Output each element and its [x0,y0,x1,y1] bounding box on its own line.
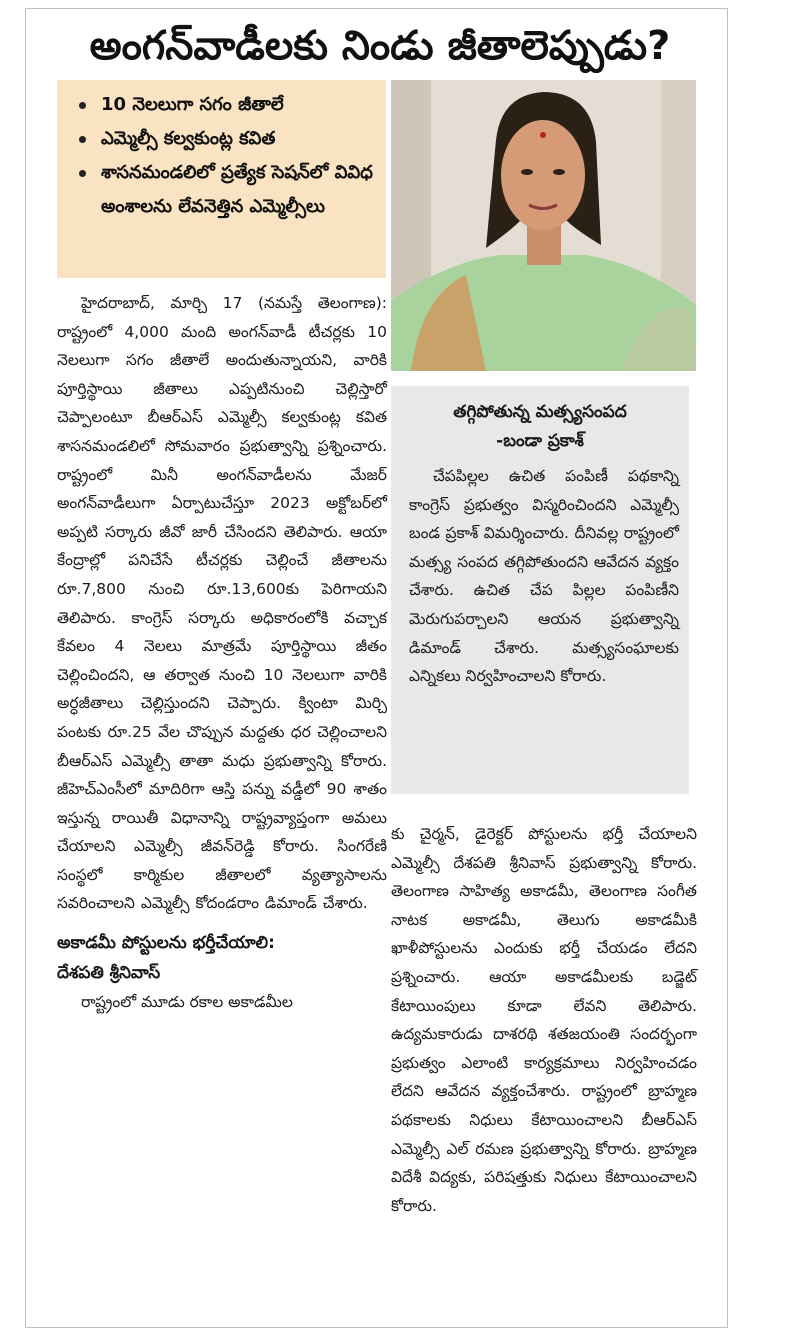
side-story-byline: -బండా ప్రకాశ్ [496,431,584,451]
highlight-item-2: ఎమ్మెల్సీ కల్వకుంట్ల కవిత [75,122,376,156]
side-story-body: చేపపిల్లల ఉచిత పంపిణీ పథకాన్ని కాంగ్రెస్ ప్రభుత్వం విస్మరించిందని ఎమ్మెల్సీ బండ ప్రకాశ్ విమర్శించారు. దీనివల్ల రాష్ట్రంలో మత్స్య సంపద తగ్గిపోతుందని ఆవేదన వ్యక్తం చేశారు. ఉచిత చేప పిల్లల పంపిణీని మెరుగుపర్చాలని ఆయన ప్రభుత్వాన్ని డిమాండ్ చేశారు. మత్స్యసంఘాలకు ఎన్నికలు నిర్వహించాలని కోరారు. [409,467,679,686]
main-article-body: హైదరాబాద్, మార్చి 17 (నమస్తే తెలంగాణ): రాష్ట్రంలో 4,000 మంది అంగన్‌వాడీ టీచర్లకు 10 నెలలుగా సగం జీతాలే అందుతున్నాయని, వారికి పూర్తిస్థాయి జీతాలు ఎప్పటినుంచి చెల్లిస్తారో చెప్పాలంటూ బీఆర్‌ఎస్ ఎమ్మెల్సీ కల్వకుంట్ల కవిత శాసనమండలిలో సోమవారం ప్రభుత్వాన్ని ప్రశ్నించారు. రాష్ట్రంలో మినీ అంగన్‌వాడీలను మేజర్ అంగన్‌వాడీలుగా ఏర్పాటుచేస్తూ 2023 అక్టోబర్‌లో అప్పటి సర్కారు జీవో జారీ చేసిందని తెలిపారు. ఆయా కేంద్రాల్లో పనిచేసే టీచర్లకు చెల్లించే జీతాలను రూ.7,800 నుంచి రూ.13,600కు పెరిగాయని తెలిపారు. కాంగ్రెస్ సర్కారు అధికారంలోకి వచ్చాక కేవలం 4 నెలలు మాత్రమే పూర్తిస్థాయి జీతం చెల్లించిందని, ఆ తర్వాత నుంచి 10 నెలలుగా వారికి అర్ధజీతాలు చెల్లిస్తుందని చెప్పారు. క్వింటా మిర్చి పంటకు రూ.25 వేల చొప్పున మద్దతు ధర చెల్లించాలని బీఆర్‌ఎస్ ఎమ్మెల్సీ తాతా మధు ప్రభుత్వాన్ని కోరారు. జీహెచ్‌ఎంసీలో మాదిరిగా ఆస్తి పన్ను వడ్డీలో 90 శాతం ఇస్తున్న రాయితీ విధానాన్ని రాష్ట్రవ్యాప్తంగా అమలు చేయాలని ఎమ్మెల్సీ జీవన్‌రెడ్డి కోరారు. సింగరేణి సంస్థలో కార్మికుల జీతాలలో వ్యత్యాసాలను సవరించాలని ఎమ్మెల్సీ కోదండరాం డిమాండ్ చేశారు. [57,294,387,913]
highlight-item-3: శాసనమండలిలో ప్రత్యేక సెషన్‌లో వివిధ అంశాలను లేవనెత్తిన ఎమ్మెల్సీలు [75,156,376,224]
subheading-line-1: అకాడమీ పోస్టులను భర్తీచేయాలి: [57,933,275,954]
headline: అంగన్‌వాడీలకు నిండు జీతాలెప్పుడు? [89,23,671,69]
portrait-illustration [391,80,696,371]
subheading [57,928,387,988]
side-story-box [391,386,689,794]
academy-article-continued: కు చైర్మన్, డైరెక్టర్ పోస్టులను భర్తీ చేయాలని ఎమ్మెల్సీ దేశపతి శ్రీనివాస్ ప్రభుత్వాన్ని కోరారు. తెలంగాణ సాహిత్య అకాడమీ, తెలంగాణ సంగీత నాటక అకాడమీ, తెలుగు అకాడమీకి ఖాళీపోస్టులను ఎందుకు భర్తీ చేయడం లేదని ప్రశ్నించారు. ఆయా అకాడమీలకు బడ్జెట్ కేటాయింపులు కూడా లేవని తెలిపారు. ఉద్యమకారుడు దాశరథి శతజయంతి సందర్భంగా ప్రభుత్వం ఎలాంటి కార్యక్రమాలు నిర్వహించడం లేదని ఆవేదన వ్యక్తంచేశారు. రాష్ట్రంలో బ్రాహ్మణ పథకాలకు నిధులు కేటాయించాలని బీఆర్‌ఎస్ ఎమ్మెల్సీ ఎల్ రమణ ప్రభుత్వాన్ని కోరారు. బ్రాహ్మణ విదేశీ విద్యకు, పరిషత్తుకు నిధులు కేటాయించాలని కోరారు. [391,825,697,1215]
main-article-left-column [57,289,387,1017]
highlights-box [57,80,386,278]
academy-article-start: రాష్ట్రంలో మూడు రకాల అకాడమీల [81,993,293,1012]
subheading-line-2: దేశపతి శ్రీనివాస్ [57,963,161,984]
side-story-title [391,386,689,456]
main-article-right-column [391,820,697,1220]
highlight-item-1: 10 నెలలుగా సగం జీతాలే [75,88,376,122]
side-story-title-line-1: తగ్గిపోతున్న మత్స్యసంపద [453,402,627,422]
portrait-photo [391,80,696,371]
